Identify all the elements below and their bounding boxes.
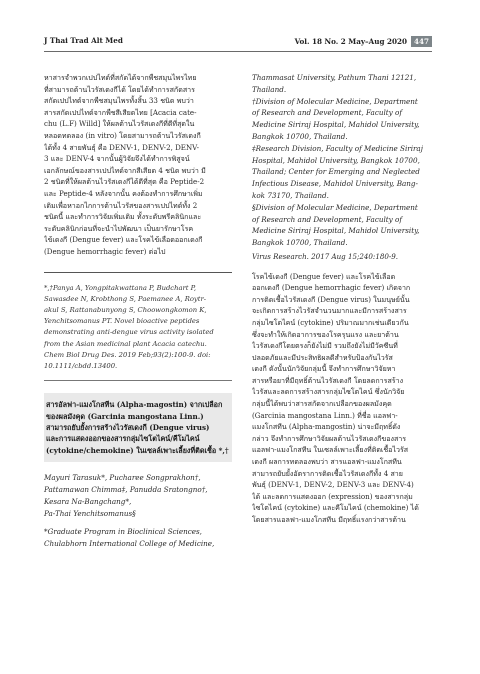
author-line: Pa-Thai Yenchitsomanus§ [44,509,136,519]
affiliation-line: Medicine Siriraj Hospital, Mahidol University, [252,226,420,236]
text-line: พันธุ์ (DENV-1, DENV-2, DENV-3 และ DENV-4) [252,480,414,490]
reference-line: Sawasdee N, Krobthong S, Paemanee A, Roytr- [44,294,207,303]
text-line: chu (L.F) Willd] ให้ผลต้านไวรัสเดงกีที่ดีที่สุดใน [44,119,195,129]
reference-line: 10.1111/cbdd.13400. [44,361,118,370]
affiliation-line: †Division of Molecular Medicine, Department [252,96,418,106]
header-rule [44,51,432,52]
text-line: หาสารจำพวกเปปไทด์ที่สกัดได้จากพืชสมุนไพรไทย [44,73,197,82]
text-line: สารสกัดเปปไทด์จากพืชสีเสียดไทย [Acacia cate- [44,107,197,117]
text-line: โรคไข้เดงกี (Dengue fever) และโรคไข้เลือด [252,271,396,281]
text-line: หลอดทดลอง (in vitro) โดยสามารถต้านไวรัสเดงกี [44,130,201,140]
reference-line: from the Asian medicinal plant Acacia catechu. [44,339,207,348]
text-line: เดงกี ดังนั้นนักวิจัยกลุ่มนี้ จึงทำการศึกษาวิจัยหา [252,364,396,374]
text-line: สารหรือยาที่มีฤทธิ์ต้านไวรัสเดงกี โดยลดการสร้าง [252,375,404,385]
title-line: และการแสดงออกของสารกลุ่มไซโตไคน์/คีโมไคน์ [46,434,200,444]
article-title [44,393,232,462]
text-line: สามารถยับยั้งอัตราการติดเชื้อไวรัสเดงกีทั้ง 4 สาย [252,468,403,478]
text-line: ออกเดงกี (Dengue hemorrhagic fever) เกิดจาก [252,283,411,293]
title-line: ของผลมังคุด (Garcinia mangostana Linn.) [46,411,204,421]
running-header [44,36,432,50]
text-line: เติมเพื่อหาอกไกการต้านไวรัสของสารเปปไทด์ทั้ง 2 [44,200,198,210]
text-line: ไข้เดงกี (Dengue fever) และโรคไข้เลือดออกเดงกี [44,235,203,245]
issue-label: Vol. 18 No. 2 May–Aug 2020 [294,37,407,46]
author-list [44,472,232,520]
affiliation-line: kok 73170, Thailand. [252,190,329,200]
text-line: เดงกี ผลการทดลองพบว่า สารแอลฟา-แมงโกสทีน [252,457,402,467]
text-line: ที่สามารถต้านไวรัสเดงกีได้ โดยได้ทำการสกัดสาร [44,84,195,94]
affiliation-line: Infectious Disease, Mahidol University, Bang- [252,179,418,189]
reference-line: demonstrating anti-dengue virus activity isolated [44,328,214,337]
reference-line: Yenchitsomanus PT. Novel bioactive peptides [44,317,200,326]
affiliation-line: Hospital, Mahidol University, Bangkok 10700, [252,155,420,165]
text-line: ไซโตไคน์ (cytokine) และคีโมไคน์ (chemokine) ได้ [252,503,419,513]
affiliation-line: Thammasat University, Pathum Thani 12121, [252,73,417,82]
affiliation-line: Bangkok 10700, Thailand. [252,131,348,141]
text-line: สกัดเปปไทด์จากพืชสมุนไพรทั้งสิ้น 33 ชนิด พบว่า [44,96,194,106]
affiliation-line: Bangkok 10700, Thailand. [252,238,348,248]
text-line: และ Peptide-4 หลังจากนั้น คงต้องทำการศึกษาเพิ่ม [44,188,203,198]
right-column [252,72,438,526]
text-line: ระดับคลินิกก่อนที่จะนำไปพัฒนา เป็นยารักษาโรค [44,223,194,233]
text-line: แมงโกสทีน (Alpha-mangostin) น่าจะมีฤทธิ์ดัง [252,422,401,432]
title-line: (cytokine/chemokine) ในเซลล์เพาะเลี้ยงที่ติดเชื้อ *,† [46,445,229,455]
text-line: กล่าว จึงทำการศึกษาวิจัยผลต้านไวรัสเดงกีของสาร [252,433,407,443]
reference-line: *,†Panya A, Yongpitakwattana P, Budchart P, [44,283,197,292]
affiliation-line: *Graduate Program in Bioclinical Sciences, [44,527,202,537]
text-line: โดยสารแอลฟา-แมงโกสทีน มีฤทธิ์แรงกว่าสารต้าน [252,515,406,525]
affiliation-line: Chulabhorn International College of Medicine, [44,538,215,548]
title-line: สามารถยับยั้งการสร้างไวรัสเดงกี (Dengue virus) [46,422,210,432]
journal-citation: Virus Research. 2017 Aug 15;240:180-9. [252,251,399,261]
affiliation-line: of Research and Development, Faculty of [252,214,403,224]
left-paragraph [44,72,232,258]
left-column [44,72,232,550]
affiliation-block [44,526,232,550]
affiliation-line: §Division of Molecular Medicine, Department [252,202,418,212]
journal-name: J Thai Trad Alt Med [44,36,123,45]
text-line: กลุ่มนี้ได้พบว่าสารสกัดจากเปลือกของผลมังคุด [252,399,392,409]
affiliation-block [252,72,438,249]
text-line: การติดเชื้อไวรัสเดงกี (Dengue virus) ในมนุษย์นั้น [252,294,410,304]
text-line: ไวรัสเดงกีโดยตรงก็ยังไม่มี รวมถึงยังไม่มีวัคซีนที่ [252,341,398,351]
section-divider [44,380,232,381]
text-line: (Dengue hemorrhagic fever) ต่อไป [44,246,166,256]
text-line: (Garcinia mangostana Linn.) ที่ชื่อ แอลฟา- [252,410,398,420]
text-line: ปลอดภัยและมีประสิทธิผลดีสำหรับป้องกันไวรัส [252,352,393,362]
page-number: 447 [411,36,432,47]
text-line: เอกลักษณ์ของสารเปปไทด์จากสีเสียด 4 ชนิด พบว่า มี [44,165,206,175]
reference-block [44,283,232,373]
title-line: สารอัลฟา-แมงโกสทีน (Alpha-magostin) จากเปลือก [46,400,223,410]
affiliation-line: Thailand; Center for Emerging and Neglected [252,167,420,177]
text-line: ได้ทั้ง 4 สายพันธุ์ คือ DENV-1, DENV-2, DENV- [44,142,200,152]
right-paragraph [252,271,438,526]
affiliation-line: Medicine Siriraj Hospital, Mahidol University, [252,120,420,130]
text-line: ชนิดนี้ และทำการวิจัยเพิ่มเติม ทั้งระดับพรีคลินิกและ [44,212,202,222]
author-line: Pattamawan Chimma‡, Panudda Sratongno†, [44,485,208,495]
text-line: กลุ่มไซโตไคน์ (cytokine) ปริมาณมากเช่นเดียวกัน [252,317,409,327]
author-line: Mayuri Tarasuk*, Pucharee Songprakhon†, [44,473,201,483]
affiliation-line: ‡Research Division, Faculty of Medicine Siriraj [252,143,423,153]
author-line: Kesara Na-Bangchang*, [44,497,132,507]
text-line: ซึ่งจะทำให้เกิดอาการของโรครุนแรง และยาต้าน [252,329,399,339]
text-line: จะเกิดการสร้างไวรัสจำนวนมากและมีการสร้างสาร [252,306,407,316]
section-divider [44,272,232,273]
text-line: ไวรัสและลดการสร้างสารกลุ่มไซโตไคน์ ซึ่งนักวิจัย [252,387,405,397]
issue-info [295,36,432,47]
reference-line: akul S, Rattanabunyong S, Choowongkomon K, [44,305,207,314]
affiliation-line: Thailand. [252,84,287,94]
text-line: 2 ชนิดที่ให้ผลต้านไวรัสเดงกีได้ดีที่สุด คือ Peptide-2 [44,177,205,187]
text-line: ได้ และลดการแสดงออก (expression) ของสารกลุ่ม [252,491,413,501]
text-line: แอลฟา-แมงโกสทีน ในเซลล์เพาะเลี้ยงที่ติดเชื้อไวรัส [252,445,409,455]
affiliation-line: of Research and Development, Faculty of [252,108,403,118]
text-line: 3 และ DENV-4 จากนั้นผู้วิจัยจึงได้ทำการพิสูจน์ [44,154,190,164]
reference-line: Chem Biol Drug Des. 2019 Feb;93(2):100-9. doi: [44,350,211,359]
